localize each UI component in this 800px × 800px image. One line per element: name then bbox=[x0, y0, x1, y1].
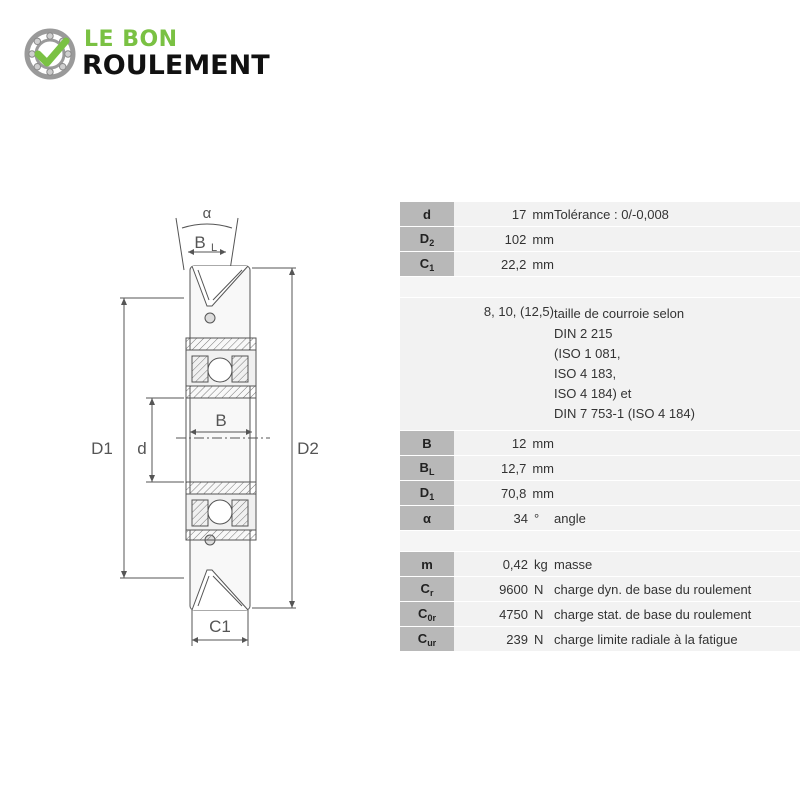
spec-value-number: 70,8 bbox=[501, 485, 527, 501]
spec-key bbox=[400, 227, 454, 252]
spec-key-subscript: 2 bbox=[429, 237, 435, 248]
separator-row bbox=[400, 277, 800, 298]
spec-description bbox=[554, 456, 800, 481]
spec-key bbox=[400, 577, 454, 602]
spec-row bbox=[400, 577, 800, 602]
spec-value-unit: ° bbox=[534, 510, 540, 526]
spec-value bbox=[454, 227, 554, 252]
spec-row bbox=[400, 252, 800, 277]
bearing-cross-section-diagram bbox=[80, 200, 340, 660]
spec-description-line: ISO 4 184) et bbox=[554, 386, 632, 401]
bearing-check-icon bbox=[24, 28, 76, 80]
spec-row bbox=[400, 456, 800, 481]
bl-label: B bbox=[194, 233, 206, 252]
spec-description: Tolérance : 0/-0,008 bbox=[554, 202, 800, 227]
spec-key bbox=[400, 252, 454, 277]
spec-value bbox=[454, 456, 554, 481]
spec-value-number: 0,42 bbox=[502, 556, 528, 572]
spec-value-number: 17 bbox=[511, 206, 527, 222]
spec-description-line: (ISO 1 081, bbox=[554, 346, 621, 361]
spec-row bbox=[400, 602, 800, 627]
spec-description: masse bbox=[554, 552, 800, 577]
separator-cell bbox=[400, 277, 800, 298]
separator-row bbox=[400, 531, 800, 552]
spec-row bbox=[400, 627, 800, 652]
spec-description bbox=[554, 227, 800, 252]
spec-key-text: B bbox=[422, 435, 432, 451]
spec-value-number: 22,2 bbox=[501, 256, 527, 272]
spec-key-subscript: 1 bbox=[429, 491, 435, 502]
c1-label: C1 bbox=[209, 617, 231, 636]
spec-value-number: 34 bbox=[513, 510, 528, 526]
spec-value-number: 9600 bbox=[499, 581, 528, 597]
spec-description bbox=[554, 298, 800, 431]
spec-key-text: C bbox=[418, 605, 428, 621]
spec-row bbox=[400, 227, 800, 252]
spec-value-unit: mm bbox=[532, 435, 554, 451]
spec-key-text: α bbox=[423, 510, 431, 526]
spec-value-unit: mm bbox=[532, 206, 554, 222]
spec-description bbox=[554, 431, 800, 456]
spec-description: charge limite radiale à la fatigue bbox=[554, 627, 800, 652]
separator-cell bbox=[400, 531, 800, 552]
spec-value bbox=[454, 602, 554, 627]
spec-key-subscript: 0r bbox=[427, 612, 436, 623]
spec-key-text: C bbox=[419, 255, 430, 271]
spec-key-text: D bbox=[419, 484, 430, 500]
spec-description: charge stat. de base du roulement bbox=[554, 602, 800, 627]
spec-description: angle bbox=[554, 506, 800, 531]
spec-row bbox=[400, 552, 800, 577]
spec-value-unit: mm bbox=[532, 256, 554, 272]
brand-name-line1: LE BON bbox=[84, 27, 178, 52]
d1-label: D1 bbox=[91, 439, 113, 458]
spec-value bbox=[454, 431, 554, 456]
brand-logo[interactable] bbox=[24, 28, 304, 84]
spec-description-line: ISO 4 183, bbox=[554, 366, 617, 381]
spec-key-subscript: 1 bbox=[429, 262, 435, 273]
spec-value-number: 102 bbox=[504, 231, 527, 247]
spec-key bbox=[400, 506, 454, 531]
d2-label: D2 bbox=[297, 439, 319, 458]
spec-value bbox=[454, 506, 554, 531]
spec-key-text: C bbox=[417, 630, 428, 646]
spec-key bbox=[400, 456, 454, 481]
spec-value bbox=[454, 252, 554, 277]
spec-value-unit: mm bbox=[532, 231, 554, 247]
spec-value-unit: kg bbox=[534, 556, 548, 572]
spec-value-unit: mm bbox=[532, 460, 554, 476]
b-label: B bbox=[215, 411, 227, 430]
spec-value-unit: N bbox=[534, 581, 544, 597]
spec-key bbox=[400, 602, 454, 627]
spec-key bbox=[400, 552, 454, 577]
spec-key bbox=[400, 627, 454, 652]
spec-key-subscript: r bbox=[429, 587, 434, 598]
spec-key-subscript: ur bbox=[427, 637, 437, 648]
spec-description bbox=[554, 252, 800, 277]
spec-key-text: d bbox=[423, 206, 431, 222]
spec-value bbox=[454, 577, 554, 602]
spec-description-line: DIN 7 753-1 (ISO 4 184) bbox=[554, 406, 695, 421]
spec-value-number: 8, 10, (12,5) bbox=[483, 304, 554, 319]
spec-row bbox=[400, 202, 800, 227]
spec-value bbox=[454, 552, 554, 577]
spec-description: charge dyn. de base du roulement bbox=[554, 577, 800, 602]
spec-key-text: m bbox=[421, 556, 433, 572]
alpha-label: α bbox=[202, 205, 212, 222]
specifications-table bbox=[400, 202, 800, 652]
spec-description-line: taille de courroie selon bbox=[554, 306, 685, 321]
spec-value-number: 12,7 bbox=[501, 460, 527, 476]
spec-value bbox=[454, 298, 554, 431]
spec-value-unit: N bbox=[534, 631, 544, 647]
spec-description-line: DIN 2 215 bbox=[554, 326, 613, 341]
spec-value-number: 239 bbox=[506, 631, 528, 647]
spec-key-subscript: L bbox=[428, 466, 435, 477]
spec-description bbox=[554, 481, 800, 506]
spec-value bbox=[454, 481, 554, 506]
spec-key-text: C bbox=[420, 580, 430, 596]
spec-row bbox=[400, 431, 800, 456]
spec-value bbox=[454, 202, 554, 227]
spec-row bbox=[400, 506, 800, 531]
spec-value-number: 12 bbox=[511, 435, 527, 451]
spec-value-number: 4750 bbox=[499, 606, 528, 622]
spec-key bbox=[400, 202, 454, 227]
spec-key bbox=[400, 481, 454, 506]
spec-key bbox=[400, 298, 454, 431]
spec-key-text: D bbox=[419, 230, 430, 246]
brand-name-line2: ROULEMENT bbox=[82, 50, 270, 81]
spec-value-unit: mm bbox=[532, 485, 554, 501]
spec-value bbox=[454, 627, 554, 652]
spec-value-unit: N bbox=[534, 606, 544, 622]
spec-key bbox=[400, 431, 454, 456]
spec-key-text: B bbox=[419, 459, 429, 475]
bl-sub-label: L bbox=[211, 242, 218, 254]
spec-row bbox=[400, 298, 800, 431]
d-label: d bbox=[137, 439, 147, 458]
spec-row bbox=[400, 481, 800, 506]
